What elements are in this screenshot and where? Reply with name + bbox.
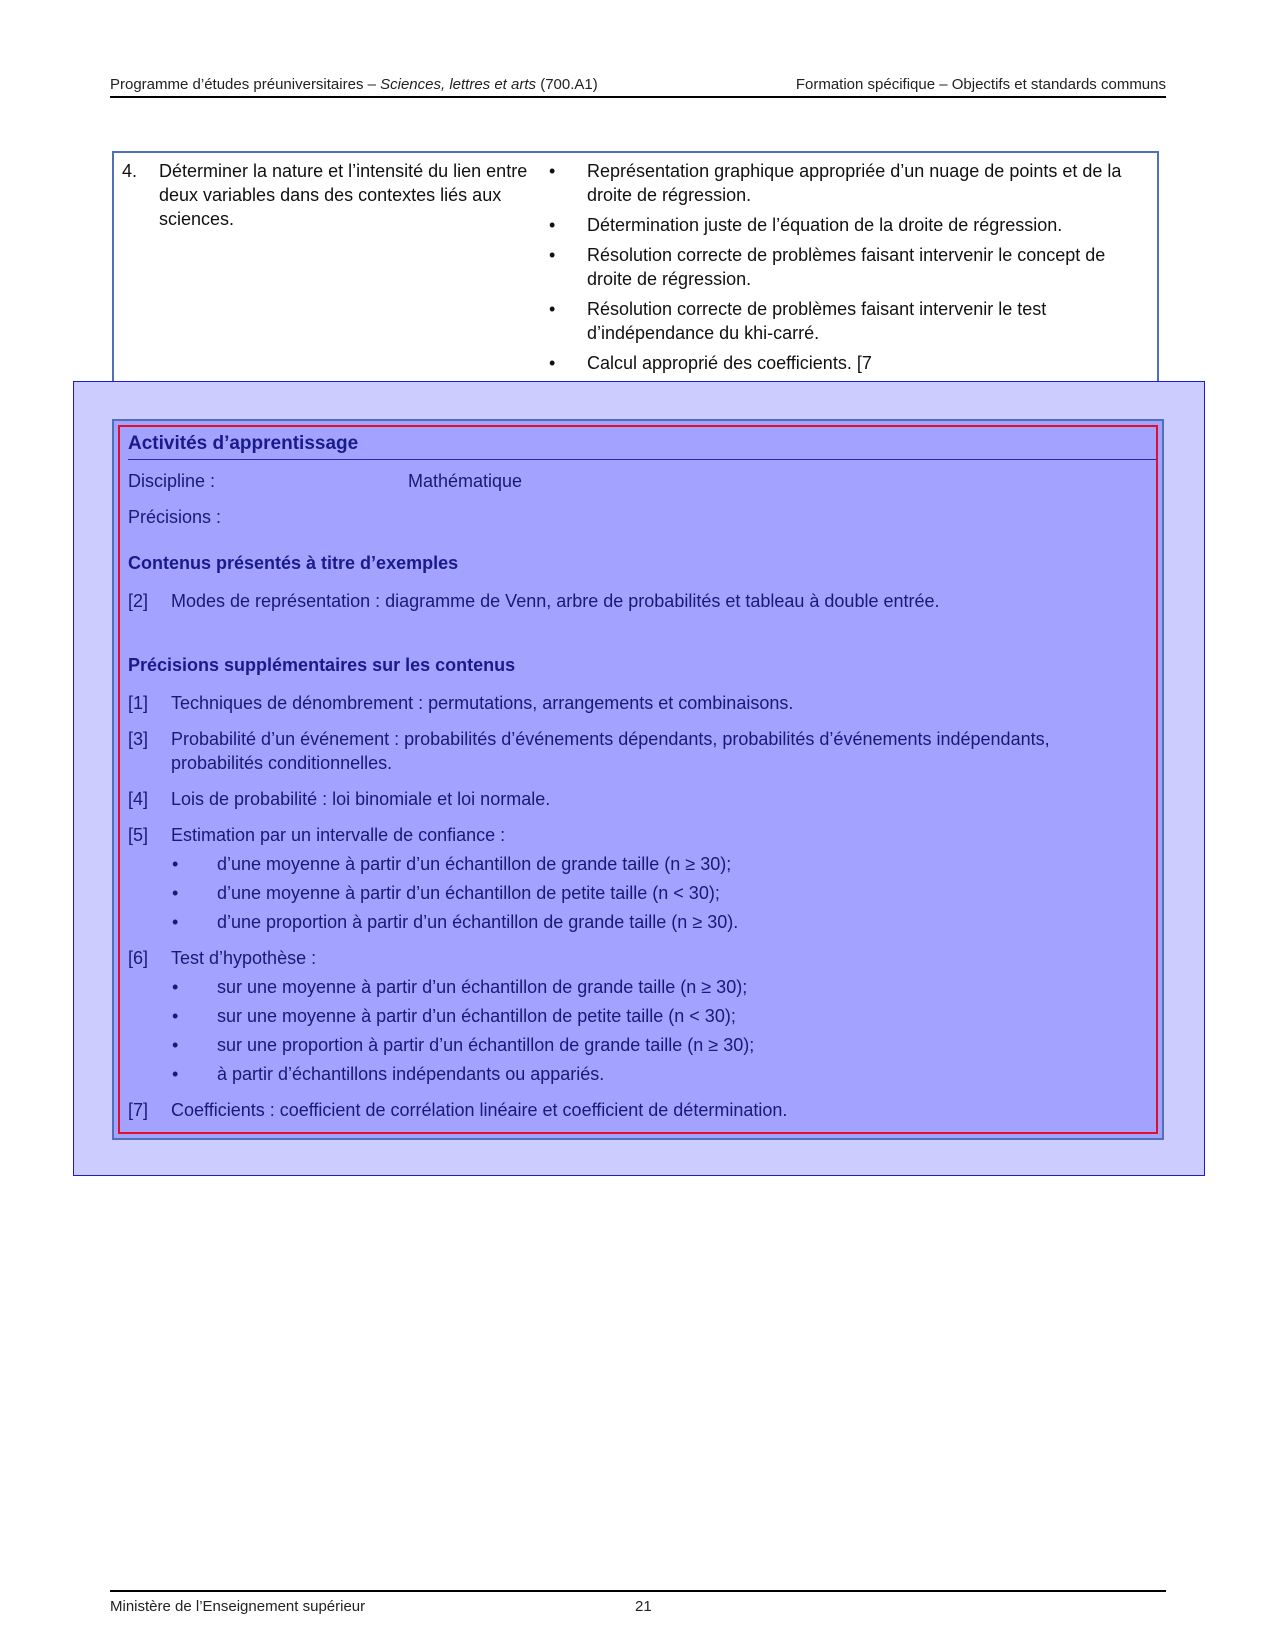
performance-criteria-list — [547, 159, 1147, 411]
sub-item: • d’une proportion à partir d’un échantillon de grande taille (n ≥ 30). — [172, 912, 739, 932]
content-item: [6] Test d’hypothèse : — [128, 948, 317, 968]
criterion-item: • Résolution correcte de problèmes faisant intervenir le concept de droite de régression. — [549, 245, 1106, 289]
criterion-item: • Calcul approprié des coefficients. [7 — [549, 353, 872, 373]
objective-table — [112, 151, 1159, 410]
content-item: [1] Techniques de dénombrement : permutations, arrangements et combinaisons. — [128, 693, 794, 713]
header-program-title: Programme d’études préuniversitaires – Sciences, lettres et arts (700.A1) — [110, 76, 598, 93]
bullet-icon: • — [172, 883, 179, 903]
objective-text: Déterminer la nature et l’intensité du lien entre deux variables dans des contextes liés aux sciences. — [159, 161, 528, 229]
objective-number: 4. — [122, 161, 138, 181]
discipline-value: Mathématique — [408, 471, 523, 491]
content-tag: [1] — [128, 693, 149, 713]
bullet-icon: • — [172, 977, 179, 997]
content-item: [7] Coefficients : coefficient de corrélation linéaire et coefficient de détermination. — [128, 1100, 788, 1120]
header-section-title: Formation spécifique – Objectifs et standards communs — [795, 76, 1166, 93]
content-item: [3] Probabilité d’un événement : probabilités d’événements dépendants, probabilités d’événements indépendants, probabilités conditionnelles. — [128, 729, 1050, 773]
criterion-item: • Résolution correcte de problèmes faisant intervenir le test d’indépendance du khi-carré. — [549, 299, 1047, 343]
page-header — [110, 76, 1166, 98]
extra-precisions-title: Précisions supplémentaires sur les contenus — [128, 655, 516, 675]
criterion-item: • Représentation graphique appropriée d’un nuage de points et de la droite de régression. — [549, 161, 1122, 205]
content-tag: [2] — [128, 591, 149, 611]
bullet-icon: • — [172, 854, 179, 874]
bullet-icon: • — [172, 1006, 179, 1026]
learning-activities-box — [112, 419, 1164, 1140]
content-tag: [6] — [128, 948, 149, 968]
precisions-label: Précisions : — [128, 507, 222, 527]
bullet-icon: • — [172, 912, 179, 932]
bullet-icon: • — [549, 161, 556, 181]
contents-examples-title: Contenus présentés à titre d’exemples — [128, 553, 459, 573]
content-tag: [5] — [128, 825, 149, 845]
sub-item: • d’une moyenne à partir d’un échantillon de grande taille (n ≥ 30); — [172, 854, 732, 874]
content-item: [5] Estimation par un intervalle de confiance : — [128, 825, 506, 845]
sub-item: • sur une moyenne à partir d’un échantillon de petite taille (n < 30); — [172, 1006, 736, 1026]
sub-item: • à partir d’échantillons indépendants ou appariés. — [172, 1064, 605, 1084]
criterion-item: • Détermination juste de l’équation de la droite de régression. — [549, 215, 1063, 235]
sub-item: • sur une proportion à partir d’un échantillon de grande taille (n ≥ 30); — [172, 1035, 755, 1055]
content-tag: [3] — [128, 729, 149, 749]
bullet-icon: • — [172, 1064, 179, 1084]
page-footer — [110, 1590, 1166, 1615]
discipline-label: Discipline : — [128, 471, 216, 491]
bullet-icon: • — [549, 299, 556, 319]
bullet-icon: • — [172, 1035, 179, 1055]
content-tag: [7] — [128, 1100, 149, 1120]
footer-ministry: Ministère de l’Enseignement supérieur — [110, 1598, 366, 1615]
learning-activities-frame — [118, 425, 1158, 1134]
discipline-row — [128, 471, 523, 492]
bullet-icon: • — [549, 245, 556, 265]
objective-statement — [122, 159, 532, 231]
sub-item: • sur une moyenne à partir d’un échantillon de grande taille (n ≥ 30); — [172, 977, 748, 997]
precisions-row — [128, 507, 221, 528]
content-tag: [4] — [128, 789, 149, 809]
bullet-icon: • — [549, 215, 556, 235]
content-item: [4] Lois de probabilité : loi binomiale et loi normale. — [128, 789, 551, 809]
content-item: [2] Modes de représentation : diagramme de Venn, arbre de probabilités et tableau à double entrée. — [128, 591, 940, 611]
sub-item: • d’une moyenne à partir d’un échantillon de petite taille (n < 30); — [172, 883, 720, 903]
page-number: 21 — [635, 1598, 652, 1615]
bullet-icon: • — [549, 353, 556, 373]
activities-title: Activités d’apprentissage — [128, 433, 1156, 460]
